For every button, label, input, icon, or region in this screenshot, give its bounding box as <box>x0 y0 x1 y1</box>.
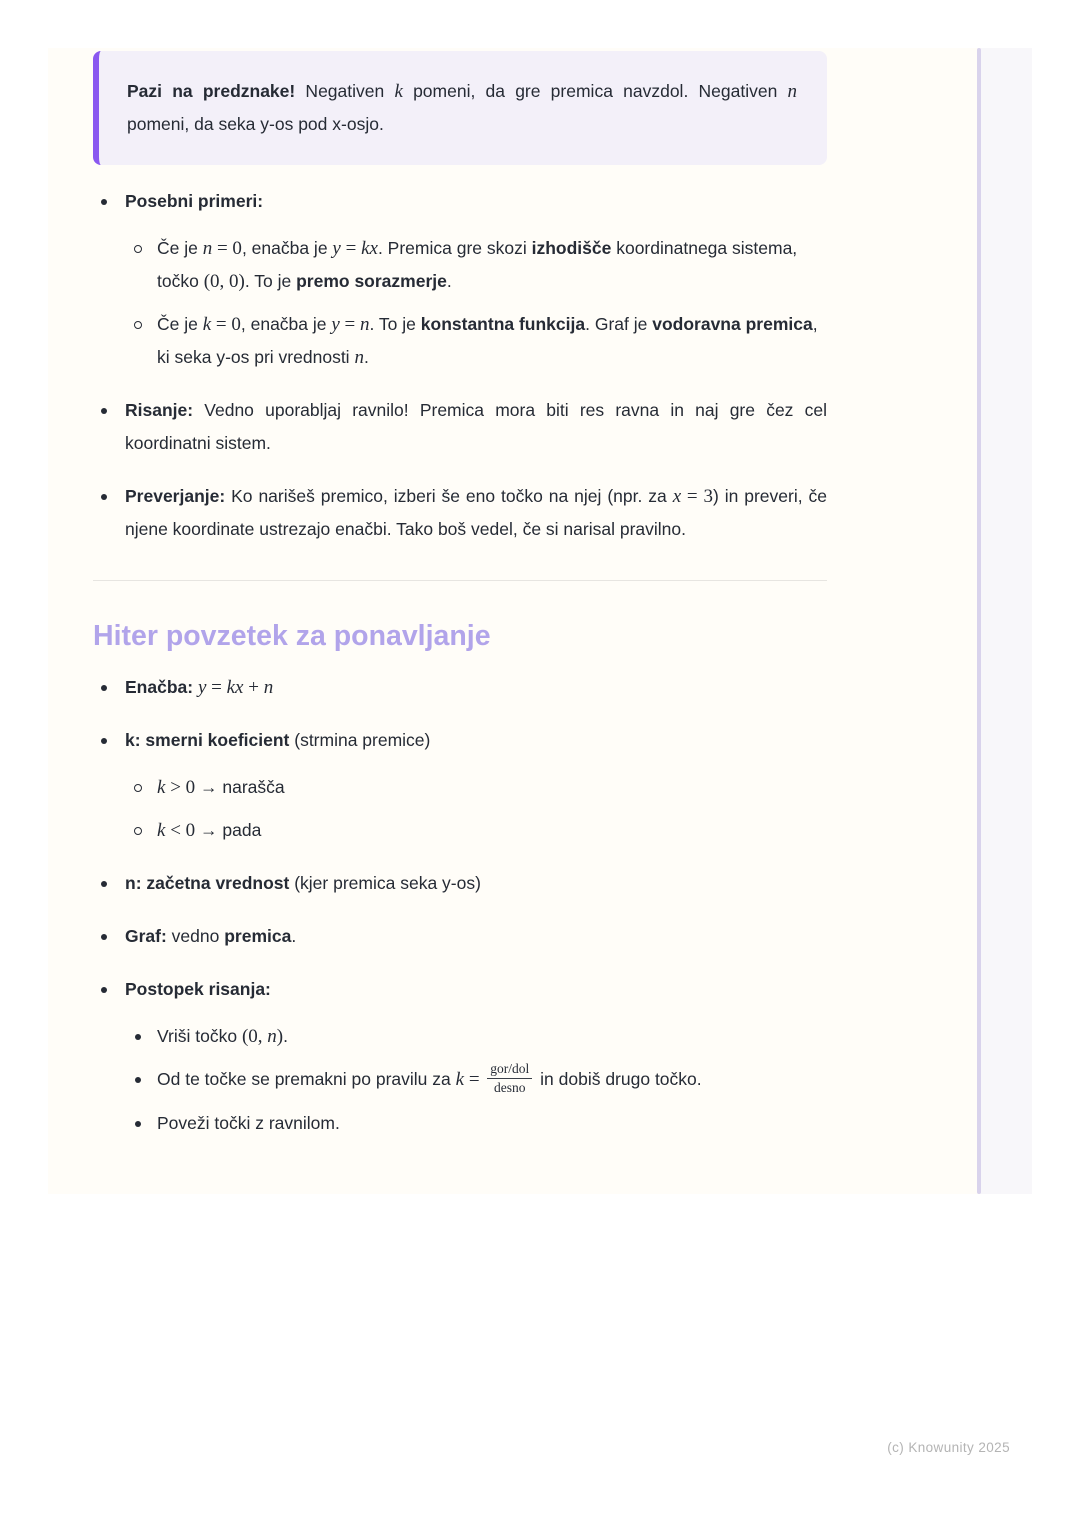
list-item-n-enak-0 <box>93 232 827 298</box>
bullet-icon <box>101 199 107 205</box>
page-accent-line <box>977 48 981 1194</box>
postopek-sublist <box>93 1020 827 1140</box>
list-item-text: Vriši točko (0, n). <box>157 1026 288 1047</box>
bullet-icon <box>135 1121 141 1127</box>
list-item-enacba <box>93 671 827 704</box>
circle-bullet-icon <box>134 245 142 253</box>
posebni-primeri-sublist <box>93 232 827 374</box>
page-content <box>93 48 827 1140</box>
list-item-text: Če je k = 0, enačba je y = n. To je konstantna funkcija. Graf je vodoravna premica, ki seka y-os pri vrednosti n. <box>157 314 818 368</box>
list-item-text: k > 0 → narašča <box>157 777 285 798</box>
page-right-gutter <box>980 48 1032 1194</box>
list-item-text: n: začetna vrednost (kjer premica seka y-os) <box>125 873 481 893</box>
circle-bullet-icon <box>134 784 142 792</box>
section-divider <box>93 580 827 581</box>
bullet-icon <box>101 881 107 887</box>
list-item-k-koeficient <box>93 724 827 757</box>
list-item-text: Risanje: Vedno uporabljaj ravnilo! Premica mora biti res ravna in naj gre čez cel koordinatni sistem. <box>125 400 827 453</box>
circle-bullet-icon <box>134 321 142 329</box>
list-item-text: k: smerni koeficient (strmina premice) <box>125 730 431 750</box>
list-item-risanje <box>93 394 827 460</box>
bullet-icon <box>101 934 107 940</box>
list-item-k-enak-0 <box>93 308 827 374</box>
bullet-icon <box>101 494 107 500</box>
list-item-graf <box>93 920 827 953</box>
list-item-text: Če je n = 0, enačba je y = kx. Premica gre skozi izhodišče koordinatnega sistema, točko (0, 0). To je premo sorazmerje. <box>157 238 798 292</box>
bullet-icon <box>101 987 107 993</box>
section-heading: Hiter povzetek za ponavljanje <box>93 620 491 652</box>
list-item-text: Od te točke se premakni po pravilu za k = $\frac{\text{gor/dol}}{\text{desno}}$ in dobiš drugo točko. <box>157 1061 702 1095</box>
copyright-notice: (c) Knowunity 2025 <box>887 1440 1010 1455</box>
list-item-text: Poveži točki z ravnilom. <box>157 1113 340 1134</box>
list-item-text: Graf: vedno premica. <box>125 926 297 946</box>
list-item-text: k < 0 → pada <box>157 820 262 841</box>
bullet-icon <box>135 1034 141 1040</box>
bullet-icon <box>135 1077 141 1083</box>
list-item-preverjanje <box>93 480 827 546</box>
list-item-premakni <box>93 1063 827 1097</box>
list-item-k-pozitiven <box>93 771 827 804</box>
bullet-icon <box>101 738 107 744</box>
notes-page <box>48 48 1032 1194</box>
list-item-text: Posebni primeri: <box>125 191 264 211</box>
list-item-n-vrednost <box>93 867 827 900</box>
list-item-povezi <box>93 1107 827 1140</box>
list-item-postopek <box>93 973 827 1006</box>
bullet-icon <box>101 685 107 691</box>
callout-text: Pazi na predznake! Negativen k pomeni, da gre premica navzdol. Negativen n pomeni, da seka y-os pod x-osjo. <box>127 81 797 134</box>
bullet-icon <box>101 408 107 414</box>
list-item-vrisi-tocko <box>93 1020 827 1053</box>
warning-callout <box>93 51 827 165</box>
list-item-text: Preverjanje: Ko narišeš premico, izberi še eno točko na njej (npr. za x = 3) in preveri, če njene koordinate ustrezajo enačbi. Tako boš vedel, če si narisal pravilno. <box>125 486 827 539</box>
list-item-posebni-primeri <box>93 185 827 218</box>
k-sublist <box>93 771 827 847</box>
list-item-text: Postopek risanja: <box>125 979 271 999</box>
list-item-k-negativen <box>93 814 827 847</box>
circle-bullet-icon <box>134 827 142 835</box>
list-item-text: Enačba: y = kx + n <box>125 677 274 698</box>
